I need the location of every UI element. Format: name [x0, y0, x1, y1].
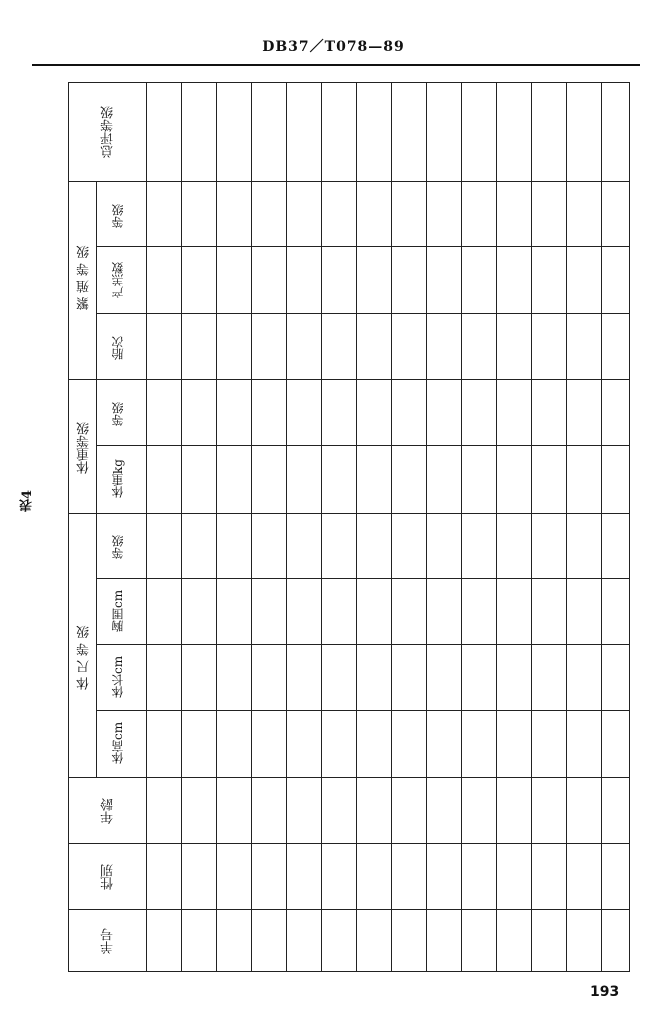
overall-grade-header: 总评等级 [101, 106, 116, 158]
weight-grade-col: 等级 [111, 402, 125, 426]
breeding-grade-group-header: 繁 殖 等 级 [77, 245, 92, 311]
body-size-grade-col: 等级 [111, 535, 125, 559]
data-col-line [601, 83, 602, 971]
page-number: 193 [590, 984, 620, 1000]
sex-header: 性别 [101, 864, 116, 890]
sheep-id-header: 羊号 [101, 928, 116, 954]
band-line [69, 379, 629, 380]
body-height-col: 体高cm [111, 721, 125, 765]
data-col-line [286, 83, 287, 971]
data-col-line [356, 83, 357, 971]
weight-grade-group-header: 体重等级 [77, 422, 92, 474]
subheader-divider [96, 181, 97, 777]
body-size-grade-group-header: 体 尺 等 级 [77, 625, 92, 691]
body-length-col: 体长cm [111, 655, 125, 699]
data-col-line [251, 83, 252, 971]
band-line [96, 246, 629, 247]
lamb-count-col: 产羔数 [111, 262, 125, 299]
weight-kg-col: 体重kg [111, 459, 125, 499]
data-col-line [426, 83, 427, 971]
band-line [69, 777, 629, 778]
header-divider [146, 83, 147, 971]
data-table [68, 82, 630, 972]
data-col-line [496, 83, 497, 971]
band-line [69, 181, 629, 182]
header-rule [32, 64, 640, 66]
band-line [96, 313, 629, 314]
band-line [69, 843, 629, 844]
data-col-line [181, 83, 182, 971]
band-line [96, 578, 629, 579]
band-line [96, 445, 629, 446]
chest-girth-col: 胸围cm [111, 589, 125, 633]
standard-code: DB37／T078—89 [262, 39, 405, 55]
data-col-line [566, 83, 567, 971]
table-caption: 表4 [20, 490, 35, 513]
band-line [69, 909, 629, 910]
breeding-grade-col: 等级 [111, 204, 125, 228]
band-line [96, 710, 629, 711]
band-line [69, 513, 629, 514]
parity-col: 胎次 [111, 336, 125, 360]
data-col-line [531, 83, 532, 971]
data-col-line [216, 83, 217, 971]
data-col-line [321, 83, 322, 971]
data-col-line [391, 83, 392, 971]
band-line [96, 644, 629, 645]
age-header: 年龄 [101, 798, 116, 824]
data-col-line [461, 83, 462, 971]
